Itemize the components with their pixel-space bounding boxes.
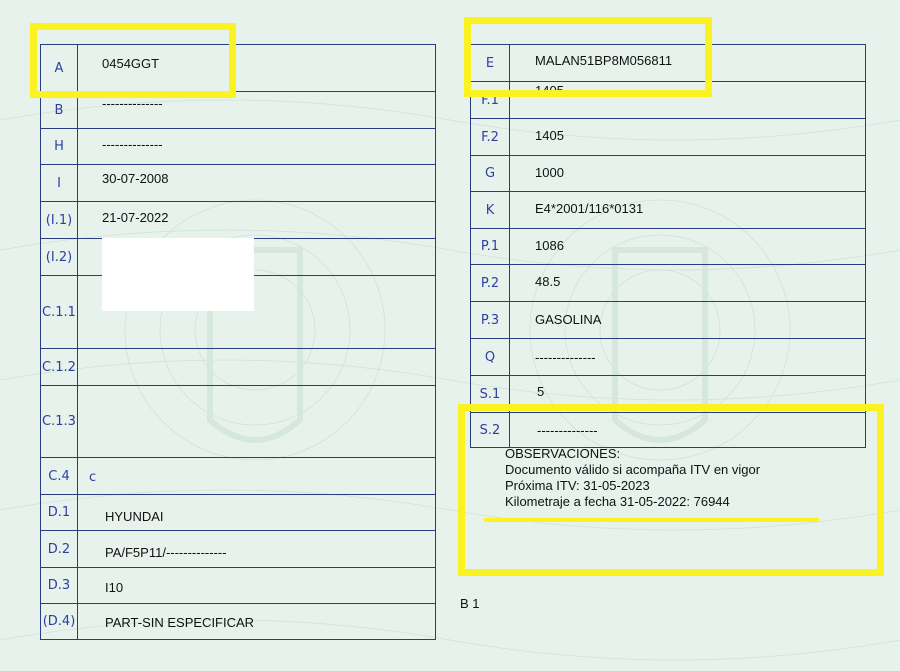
field-code: D.2 <box>41 531 78 567</box>
field-value: 21-07-2022 <box>102 210 169 225</box>
field-code: E <box>471 45 510 81</box>
field-value: -------------- <box>102 96 163 111</box>
field-value: 1000 <box>535 165 564 180</box>
right-fields-table <box>470 44 866 448</box>
field-row-P2 <box>471 265 865 302</box>
field-code: F.1 <box>471 82 510 118</box>
field-code: C.1.1 <box>41 276 78 348</box>
field-value: 48.5 <box>535 274 561 289</box>
field-value: 1405 <box>535 83 564 98</box>
field-code: S.1 <box>471 376 510 412</box>
field-value: 0454GGT <box>102 56 160 71</box>
highlight-box-vin <box>464 17 712 97</box>
field-code: I <box>41 165 78 201</box>
highlight-underline <box>484 518 819 522</box>
field-value: 5 <box>537 384 545 399</box>
field-row-C12 <box>41 349 435 386</box>
field-code: A <box>41 45 78 91</box>
field-value: I10 <box>105 580 124 595</box>
observations-line: Kilometraje a fecha 31-05-2022: 76944 <box>505 494 730 509</box>
field-value: MALAN51BP8M056811 <box>535 53 673 68</box>
field-code: (I.1) <box>41 202 78 238</box>
field-value: -------------- <box>535 350 596 365</box>
field-value: c <box>89 470 97 485</box>
field-code: D.1 <box>41 495 78 530</box>
field-value: 30-07-2008 <box>102 171 169 186</box>
observations-heading: OBSERVACIONES: <box>505 446 621 461</box>
footer-label: B 1 <box>460 596 480 611</box>
observations-line: Próxima ITV: 31-05-2023 <box>505 478 650 493</box>
highlight-box-observations <box>458 404 884 576</box>
field-code: (D.4) <box>41 604 78 639</box>
field-code: G <box>471 156 510 191</box>
field-row-P1 <box>471 229 865 265</box>
field-code: P.1 <box>471 229 510 264</box>
field-row-D1 <box>41 495 435 531</box>
observations-line: Documento válido si acompaña ITV en vigor <box>505 462 761 477</box>
field-row-D4 <box>41 604 435 640</box>
field-value: -------------- <box>102 137 163 152</box>
field-code: C.1.2 <box>41 349 78 385</box>
field-code: F.2 <box>471 119 510 155</box>
field-code: (I.2) <box>41 239 78 275</box>
field-value: 1405 <box>535 128 564 143</box>
field-row-K <box>471 192 865 229</box>
field-row-C13 <box>41 386 435 458</box>
field-row-C4 <box>41 458 435 495</box>
highlight-box-plate <box>30 23 236 98</box>
field-code: P.2 <box>471 265 510 301</box>
field-value: 1086 <box>535 238 564 253</box>
field-value: PART-SIN ESPECIFICAR <box>105 615 255 630</box>
field-code: C.1.3 <box>41 386 78 457</box>
field-value: E4*2001/116*0131 <box>535 201 644 216</box>
redacted-area <box>102 238 254 311</box>
field-row-D3 <box>41 568 435 604</box>
field-row-P3 <box>471 302 865 339</box>
field-code: S.2 <box>471 413 510 447</box>
field-row-I1 <box>41 202 435 239</box>
field-value: GASOLINA <box>535 312 602 327</box>
field-code: B <box>41 92 78 128</box>
field-code: Q <box>471 339 510 375</box>
field-value: -------------- <box>537 423 598 438</box>
field-value: HYUNDAI <box>105 509 164 524</box>
field-code: H <box>41 129 78 164</box>
field-code: D.3 <box>41 568 78 603</box>
field-code: K <box>471 192 510 228</box>
field-row-F2 <box>471 119 865 156</box>
field-row-Q <box>471 339 865 376</box>
field-code: P.3 <box>471 302 510 338</box>
field-row-H <box>41 129 435 165</box>
field-row-D2 <box>41 531 435 568</box>
field-row-I <box>41 165 435 202</box>
field-code: C.4 <box>41 458 78 494</box>
field-value: PA/F5P11/-------------- <box>105 545 227 560</box>
left-fields-table <box>40 44 436 640</box>
field-row-G <box>471 156 865 192</box>
